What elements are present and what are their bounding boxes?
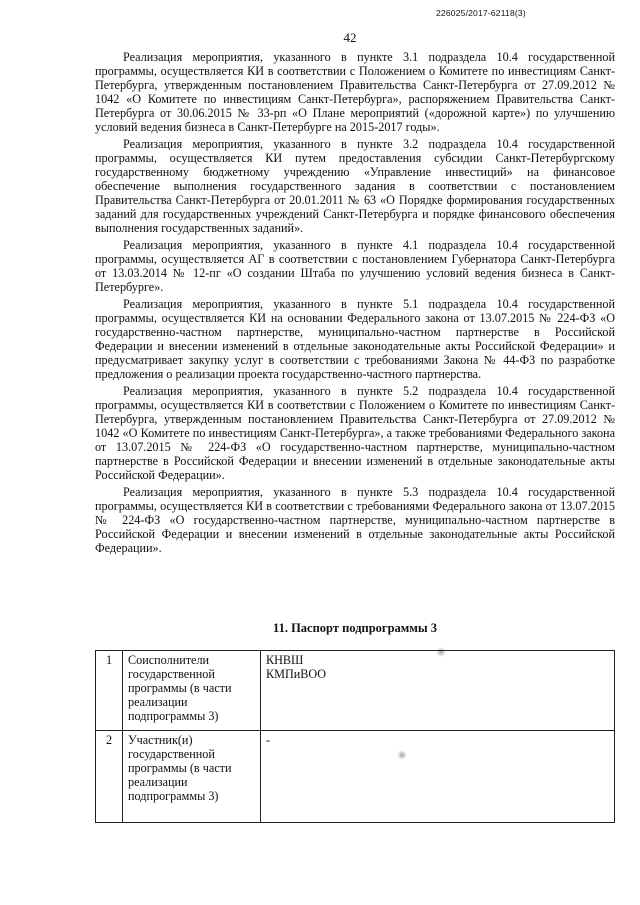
row-value [261,651,615,731]
section-title: 11. Паспорт подпрограммы 3 [273,621,437,635]
scan-speck [397,750,407,760]
paragraph: Реализация мероприятия, указанного в пункте 3.2 подраздела 10.4 государственной программы, осуществляется КИ путем предоставления субсидии Санкт-Петербургскому государственному бюджетному учреждению «Управление инвестиций» на финансовое обеспечение выполнения государственного задания в соответствии с постановлением Правительства Санкт-Петербурга от 20.01.2011 № 63 «О Порядке формирования государственных заданий для государственных учреждений Санкт-Петербурга и порядке финансового обеспечения выполнения государственных заданий». [95,137,615,235]
paragraph: Реализация мероприятия, указанного в пункте 4.1 подраздела 10.4 государственной программы, осуществляется АГ в соответствии с постановлением Губернатора Санкт-Петербурга от 13.03.2014 № 12-пг «О создании Штаба по улучшению условий ведения бизнеса в Санкт-Петербурге». [95,238,615,294]
table-row [96,731,615,823]
paragraph: Реализация мероприятия, указанного в пункте 5.3 подраздела 10.4 государственной программы, осуществляется КИ в соответствии с требованиями Федерального закона от 13.07.2015 № 224-ФЗ «О государственно-частном партнерстве, муниципально-частном партнерстве в Российской Федерации и внесении изменений в отдельные законодательные акты Российской Федерации». [95,485,615,555]
value-line: КМПиВОО [266,667,327,681]
table-row [96,651,615,731]
value-line: - [266,733,271,747]
page-number: 42 [343,30,357,45]
row-label: Соисполнители государственной программы (в части реализации подпрограммы 3) [123,651,261,731]
row-value [261,731,615,823]
body-text [95,50,615,558]
paragraph: Реализация мероприятия, указанного в пункте 3.1 подраздела 10.4 государственной программы, осуществляется КИ в соответствии с Положением о Комитете по инвестициям Санкт-Петербурга, утвержденным постановлением Правительства Санкт-Петербурга от 27.09.2012 № 1042 «О Комитете по инвестициям Санкт-Петербурга», распоряжением Правительства Санкт-Петербурга от 30.06.2015 № 33-рп «О Плане мероприятий («дорожной карте») по улучшению условий ведения бизнеса в Санкт-Петербурге на 2015-2017 годы». [95,50,615,134]
subprogram-passport-table [95,650,615,823]
paragraph: Реализация мероприятия, указанного в пункте 5.1 подраздела 10.4 государственной программы, осуществляется КИ на основании Федерального закона от 13.07.2015 № 224-ФЗ «О государственно-частном партнерстве, муниципально-частном партнерстве в Российской Федерации и внесении изменений в отдельные законодательные акты Российской Федерации» и предусматривает закупку услуг в соответствии с требованиями Закона № 44-ФЗ по разработке предложения о реализации проекта государственно-частного партнерства. [95,297,615,381]
paragraph: Реализация мероприятия, указанного в пункте 5.2 подраздела 10.4 государственной программы, осуществляется КИ в соответствии с Положением о Комитете по инвестициям Санкт-Петербурга, утвержденным постановлением Правительства Санкт-Петербурга от 27.09.2012 № 1042 «О Комитете по инвестициям Санкт-Петербурга», а также требованиями Федерального закона от 13.07.2015 № 224-ФЗ «О государственно-частном партнерстве, муниципально-частном партнерстве в Российской Федерации и внесении изменений в отдельные законодательные акты Российской Федерации». [95,384,615,482]
value-line: КНВШ [266,653,304,667]
document-registration-number: 226025/2017-62118(3) [436,8,526,18]
row-number: 1 [96,651,123,731]
row-number: 2 [96,731,123,823]
row-label: Участник(и) государственной программы (в части реализации подпрограммы 3) [123,731,261,823]
scan-speck [436,647,446,657]
